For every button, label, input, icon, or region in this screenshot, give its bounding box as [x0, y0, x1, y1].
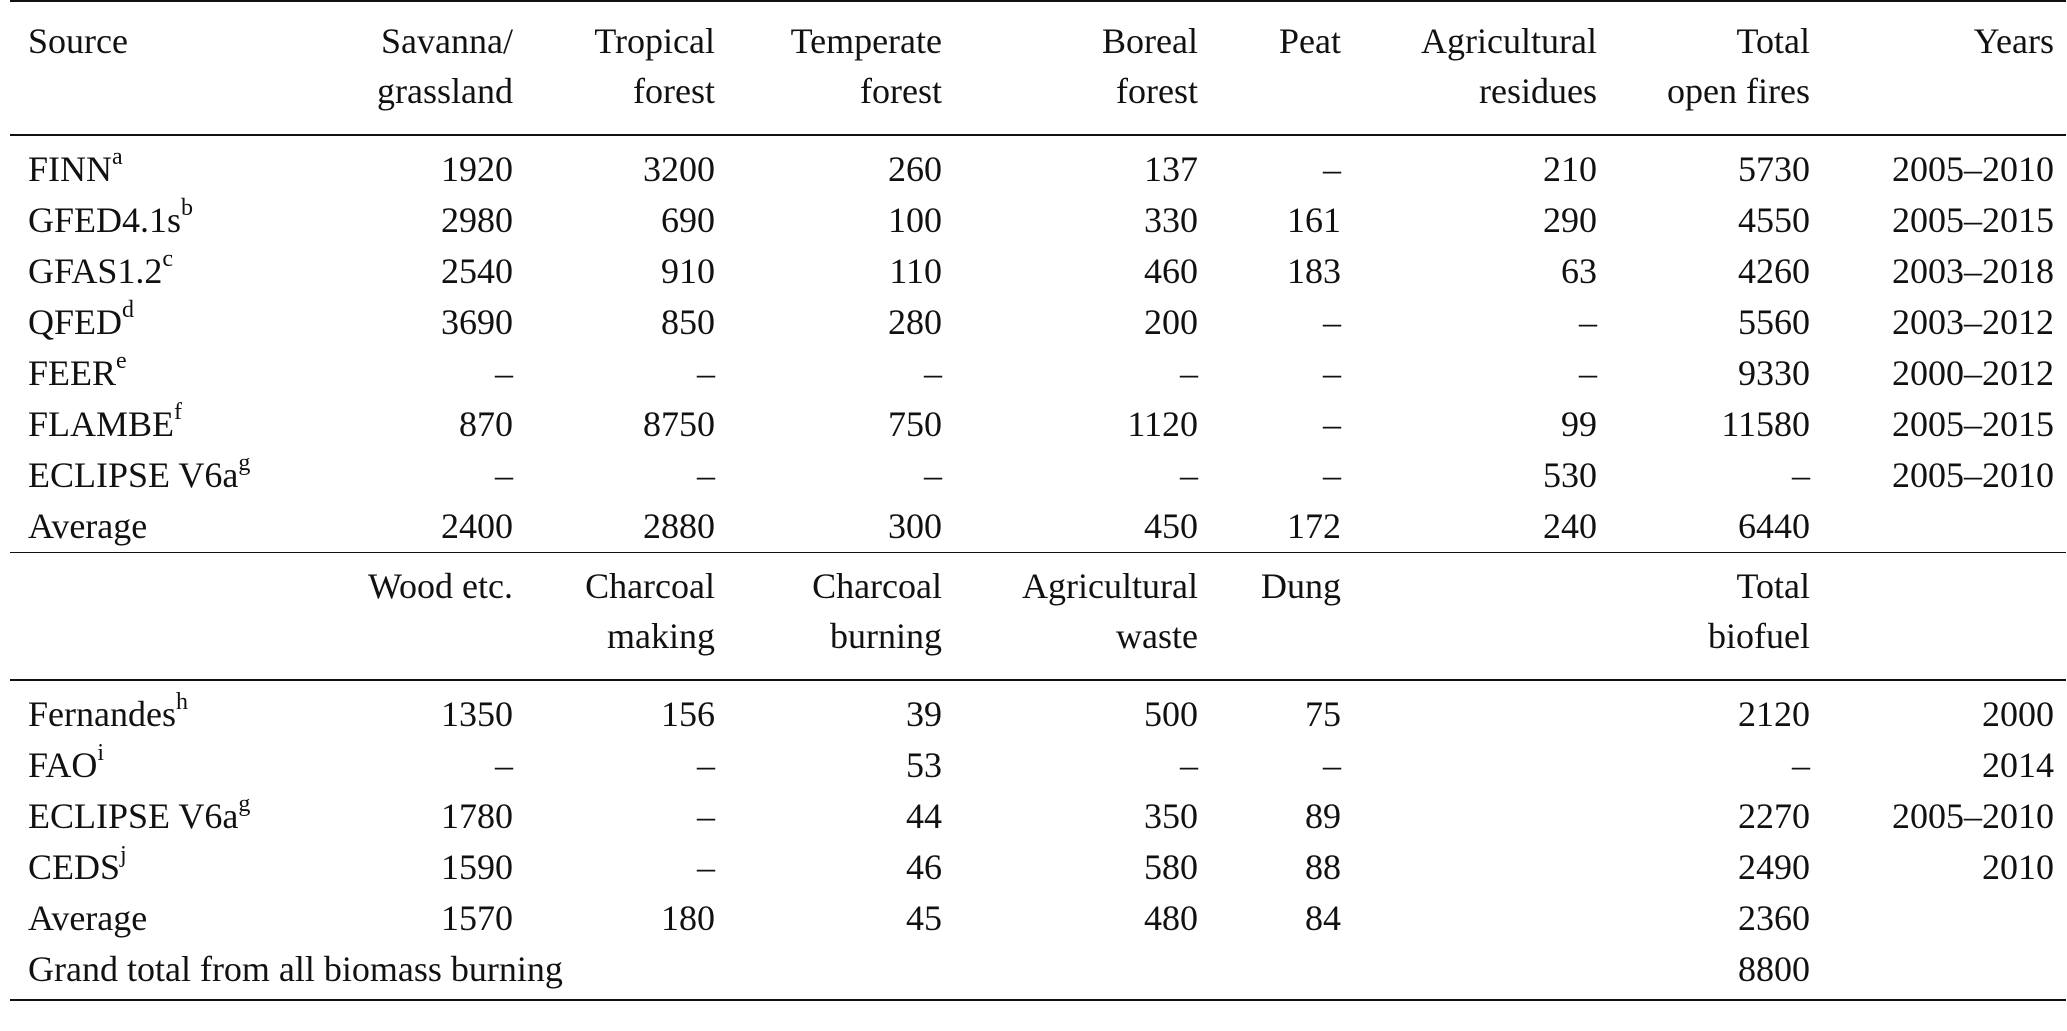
footnote-marker: a	[112, 144, 123, 170]
open-fires-header-row	[10, 1, 2066, 135]
value-cell: –	[495, 353, 513, 393]
value-cell: 63	[1561, 251, 1597, 291]
source-name-cell	[10, 893, 335, 944]
header-agricultural-waste: Agricultural waste	[954, 553, 1210, 681]
source-name-cell	[10, 399, 335, 450]
value-cell: –	[1792, 745, 1810, 785]
header-years: Years	[1822, 1, 2066, 135]
value-cell: 2014	[1982, 745, 2054, 785]
value-cell: 2005–2010	[1892, 455, 2054, 495]
source-name-cell	[10, 740, 335, 791]
source-name: QFED	[28, 302, 123, 342]
value-cell: –	[495, 455, 513, 495]
source-name-cell	[10, 450, 335, 501]
grand-total-years	[1822, 944, 2066, 1000]
value-cell: –	[1323, 404, 1341, 444]
value-cell: 870	[459, 404, 513, 444]
value-cell: 350	[1144, 796, 1198, 836]
value-cell: –	[697, 847, 715, 887]
value-cell: 450	[1144, 506, 1198, 546]
value-cell: –	[924, 455, 942, 495]
header-savanna-grassland: Savanna/ grassland	[335, 1, 525, 135]
value-cell: 100	[888, 200, 942, 240]
value-cell: –	[697, 353, 715, 393]
header-dung: Dung	[1210, 553, 1353, 681]
value-cell: –	[697, 796, 715, 836]
value-cell: 2003–2012	[1892, 302, 2054, 342]
grand-total-row	[10, 944, 2066, 1000]
footnote-marker: h	[175, 689, 188, 715]
source-name-cell	[10, 297, 335, 348]
source-name-cell	[10, 842, 335, 893]
open-fires-row	[10, 399, 2066, 450]
grand-total-label: Grand total from all biomass burning	[10, 944, 1609, 1000]
value-cell: 3200	[643, 149, 715, 189]
header-boreal-forest: Boreal forest	[954, 1, 1210, 135]
value-cell: 3690	[441, 302, 513, 342]
source-name-cell	[10, 791, 335, 842]
value-cell: 99	[1561, 404, 1597, 444]
value-cell: 39	[906, 694, 942, 734]
footnote-marker: j	[120, 842, 127, 868]
value-cell: 2880	[643, 506, 715, 546]
header-empty	[1353, 553, 1609, 681]
value-cell: –	[1323, 302, 1341, 342]
value-cell: 850	[661, 302, 715, 342]
value-cell: 2360	[1738, 898, 1810, 938]
value-cell: 1350	[441, 694, 513, 734]
value-cell: 690	[661, 200, 715, 240]
source-name: Fernandes	[28, 694, 176, 734]
footnote-marker: g	[238, 450, 251, 476]
source-name: ECLIPSE V6a	[28, 796, 239, 836]
value-cell: 172	[1287, 506, 1341, 546]
biofuel-header-body	[10, 553, 2066, 681]
header-charcoal-making: Charcoal making	[525, 553, 727, 681]
value-cell: 1590	[441, 847, 513, 887]
value-cell: –	[1323, 353, 1341, 393]
value-cell: 480	[1144, 898, 1198, 938]
value-cell: 1780	[441, 796, 513, 836]
value-cell: 4260	[1738, 251, 1810, 291]
value-cell: 9330	[1738, 353, 1810, 393]
value-cell: –	[1792, 455, 1810, 495]
value-cell: –	[495, 745, 513, 785]
source-name-cell	[10, 348, 335, 399]
biomass-burning-table	[10, 0, 2066, 1001]
value-cell: 1570	[441, 898, 513, 938]
source-name: Average	[28, 898, 148, 938]
footnote-marker: c	[162, 246, 174, 272]
value-cell: 2005–2010	[1892, 796, 2054, 836]
open-fires-body	[10, 135, 2066, 553]
value-cell	[1822, 501, 2066, 553]
value-cell: 6440	[1738, 506, 1810, 546]
value-cell: 2005–2010	[1892, 149, 2054, 189]
source-name-cell	[10, 680, 335, 740]
value-cell: 2400	[441, 506, 513, 546]
value-cell: 45	[906, 898, 942, 938]
value-cell: 280	[888, 302, 942, 342]
source-name: FINN	[28, 149, 113, 189]
header-charcoal-burning: Charcoal burning	[727, 553, 954, 681]
value-cell: 300	[888, 506, 942, 546]
source-name: ECLIPSE V6a	[28, 455, 239, 495]
source-name: FLAMBE	[28, 404, 175, 444]
header-temperate-forest: Temperate forest	[727, 1, 954, 135]
footnote-marker: f	[174, 399, 183, 425]
value-cell	[1353, 842, 1609, 893]
value-cell: 210	[1543, 149, 1597, 189]
value-cell: 5560	[1738, 302, 1810, 342]
value-cell: –	[1579, 353, 1597, 393]
header-source: Source	[10, 1, 335, 135]
value-cell: 2010	[1982, 847, 2054, 887]
open-fires-row	[10, 501, 2066, 553]
value-cell: 260	[888, 149, 942, 189]
value-cell: –	[1180, 353, 1198, 393]
value-cell	[1353, 791, 1609, 842]
source-name-cell	[10, 135, 335, 195]
source-name: CEDS	[28, 847, 121, 887]
grand-total-body	[10, 944, 2066, 1000]
value-cell: 137	[1144, 149, 1198, 189]
value-cell: 2003–2018	[1892, 251, 2054, 291]
value-cell: 84	[1305, 898, 1341, 938]
value-cell: 2005–2015	[1892, 200, 2054, 240]
biofuel-row	[10, 740, 2066, 791]
value-cell: 89	[1305, 796, 1341, 836]
value-cell: 180	[661, 898, 715, 938]
value-cell: –	[1323, 745, 1341, 785]
value-cell: 2270	[1738, 796, 1810, 836]
value-cell: 910	[661, 251, 715, 291]
value-cell: –	[697, 455, 715, 495]
biofuel-row	[10, 893, 2066, 944]
header-agricultural-residues: Agricultural residues	[1353, 1, 1609, 135]
value-cell: 110	[889, 251, 942, 291]
value-cell: 44	[906, 796, 942, 836]
value-cell: 240	[1543, 506, 1597, 546]
value-cell: 290	[1543, 200, 1597, 240]
value-cell	[1353, 680, 1609, 740]
value-cell: –	[1180, 745, 1198, 785]
open-fires-row	[10, 135, 2066, 195]
value-cell	[1353, 740, 1609, 791]
value-cell: –	[1180, 455, 1198, 495]
source-name-cell	[10, 501, 335, 553]
value-cell: 2980	[441, 200, 513, 240]
value-cell: 53	[906, 745, 942, 785]
open-fires-row	[10, 195, 2066, 246]
value-cell: 2120	[1738, 694, 1810, 734]
value-cell: 1120	[1127, 404, 1198, 444]
value-cell: 8750	[643, 404, 715, 444]
value-cell: –	[1323, 149, 1341, 189]
value-cell: 11580	[1721, 404, 1810, 444]
value-cell: 161	[1287, 200, 1341, 240]
header-biofuel-source	[10, 553, 335, 681]
source-name: FAO	[28, 745, 98, 785]
source-name-cell	[10, 195, 335, 246]
biofuel-row	[10, 842, 2066, 893]
value-cell: 2000–2012	[1892, 353, 2054, 393]
value-cell: 2490	[1738, 847, 1810, 887]
value-cell: 1920	[441, 149, 513, 189]
source-name: Average	[28, 506, 148, 546]
value-cell	[1822, 893, 2066, 944]
grand-total-value: 8800	[1609, 944, 1822, 1000]
footnote-marker: g	[238, 791, 251, 817]
biofuel-row	[10, 791, 2066, 842]
open-fires-row	[10, 297, 2066, 348]
header-tropical-forest: Tropical forest	[525, 1, 727, 135]
value-cell: 580	[1144, 847, 1198, 887]
value-cell: 88	[1305, 847, 1341, 887]
header-peat: Peat	[1210, 1, 1353, 135]
source-name: GFAS1.2	[28, 251, 163, 291]
value-cell	[1353, 893, 1609, 944]
value-cell: 183	[1287, 251, 1341, 291]
footnote-marker: e	[116, 348, 127, 374]
value-cell: –	[924, 353, 942, 393]
header-total-biofuel: Total biofuel	[1609, 553, 1822, 681]
value-cell: 330	[1144, 200, 1198, 240]
value-cell: 156	[661, 694, 715, 734]
value-cell: 4550	[1738, 200, 1810, 240]
header-years-empty	[1822, 553, 2066, 681]
open-fires-row	[10, 246, 2066, 297]
value-cell: 75	[1305, 694, 1341, 734]
value-cell: –	[697, 745, 715, 785]
biofuel-row	[10, 680, 2066, 740]
value-cell: 200	[1144, 302, 1198, 342]
value-cell: 530	[1543, 455, 1597, 495]
open-fires-row	[10, 348, 2066, 399]
footnote-marker: i	[97, 740, 105, 766]
footnote-marker: b	[181, 195, 194, 221]
header-total-open-fires: Total open fires	[1609, 1, 1822, 135]
value-cell: 500	[1144, 694, 1198, 734]
value-cell: 2005–2015	[1892, 404, 2054, 444]
value-cell: –	[1323, 455, 1341, 495]
value-cell: 460	[1144, 251, 1198, 291]
footnote-marker: d	[122, 297, 135, 323]
value-cell: 2540	[441, 251, 513, 291]
source-name-cell	[10, 246, 335, 297]
header-wood: Wood etc.	[335, 553, 525, 681]
value-cell: 46	[906, 847, 942, 887]
value-cell: –	[1579, 302, 1597, 342]
biofuel-header-row	[10, 553, 2066, 681]
value-cell: 2000	[1982, 694, 2054, 734]
source-name: FEER	[28, 353, 117, 393]
biofuel-body	[10, 680, 2066, 944]
value-cell: 750	[888, 404, 942, 444]
open-fires-row	[10, 450, 2066, 501]
value-cell: 5730	[1738, 149, 1810, 189]
source-name: GFED4.1s	[28, 200, 182, 240]
